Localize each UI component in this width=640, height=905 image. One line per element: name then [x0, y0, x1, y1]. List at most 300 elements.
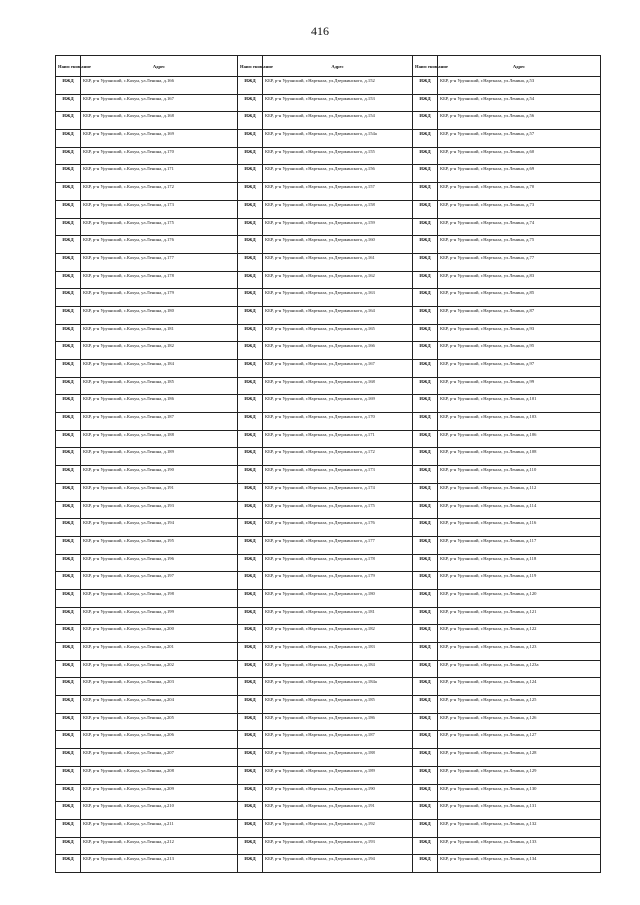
table-row — [56, 112, 601, 130]
building-type-cell-2: ИЖД — [238, 271, 263, 289]
page-number: 416 — [311, 24, 329, 38]
address-cell-2: КБР, р-н Уруанский, г.Нарткала, ул.Дзержинского, д.155 — [263, 147, 413, 165]
building-type-cell-2: ИЖД — [238, 572, 263, 590]
address-cell-2: КБР, р-н Уруанский, г.Нарткала, ул.Дзержинского, д.168 — [263, 377, 413, 395]
building-type-cell-2: ИЖД — [238, 501, 263, 519]
address-cell-1: КБР, р-н Уруанский, с.Кахун, ул.Ленина, д.188 — [81, 430, 238, 448]
table-row — [56, 94, 601, 112]
building-type-cell-3: ИЖД — [413, 519, 438, 537]
address-cell-3: КБР, р-н Уруанский, г.Нарткала, ул.Ленина, д.95 — [438, 342, 601, 360]
address-cell-2: КБР, р-н Уруанский, г.Нарткала, ул.Дзержинского, д.157 — [263, 183, 413, 201]
building-type-cell-3: ИЖД — [413, 536, 438, 554]
address-cell-2: КБР, р-н Уруанский, г.Нарткала, ул.Дзержинского, д.188 — [263, 749, 413, 767]
address-cell-2: КБР, р-н Уруанский, г.Нарткала, ул.Дзержинского, д.184а — [263, 678, 413, 696]
table-row — [56, 802, 601, 820]
building-type-cell-3: ИЖД — [413, 731, 438, 749]
address-cell-3: КБР, р-н Уруанский, г.Нарткала, ул.Ленина, д.69 — [438, 165, 601, 183]
table-row — [56, 306, 601, 324]
building-type-cell-1: ИЖД — [56, 837, 81, 855]
building-type-cell-3: ИЖД — [413, 554, 438, 572]
address-cell-1: КБР, р-н Уруанский, с.Кахун, ул.Ленина, д.179 — [81, 289, 238, 307]
address-cell-2: КБР, р-н Уруанский, г.Нарткала, ул.Дзержинского, д.171 — [263, 430, 413, 448]
building-type-cell-2: ИЖД — [238, 342, 263, 360]
building-type-cell-1: ИЖД — [56, 819, 81, 837]
address-cell-1: КБР, р-н Уруанский, с.Кахун, ул.Ленина, д.166 — [81, 77, 238, 95]
building-type-cell-2: ИЖД — [238, 625, 263, 643]
header-type-2: Наим енов ание — [238, 56, 263, 77]
address-cell-1: КБР, р-н Уруанский, с.Кахун, ул.Ленина, д.210 — [81, 802, 238, 820]
table-row — [56, 660, 601, 678]
address-cell-1: КБР, р-н Уруанский, с.Кахун, ул.Ленина, д.178 — [81, 271, 238, 289]
building-type-cell-3: ИЖД — [413, 306, 438, 324]
building-type-cell-1: ИЖД — [56, 289, 81, 307]
address-cell-2: КБР, р-н Уруанский, г.Нарткала, ул.Дзержинского, д.174 — [263, 483, 413, 501]
address-cell-3: КБР, р-н Уруанский, г.Нарткала, ул.Ленина, д.124 — [438, 678, 601, 696]
address-cell-3: КБР, р-н Уруанский, г.Нарткала, ул.Ленина, д.57 — [438, 130, 601, 148]
building-type-cell-2: ИЖД — [238, 200, 263, 218]
building-type-cell-1: ИЖД — [56, 554, 81, 572]
address-cell-3: КБР, р-н Уруанский, г.Нарткала, ул.Ленина, д.53 — [438, 77, 601, 95]
building-type-cell-3: ИЖД — [413, 802, 438, 820]
address-cell-3: КБР, р-н Уруанский, г.Нарткала, ул.Ленина, д.120 — [438, 589, 601, 607]
building-type-cell-3: ИЖД — [413, 784, 438, 802]
building-type-cell-3: ИЖД — [413, 253, 438, 271]
building-type-cell-1: ИЖД — [56, 448, 81, 466]
header-type-1: Наим енов ание — [56, 56, 81, 77]
table-row — [56, 572, 601, 590]
table-row — [56, 342, 601, 360]
address-cell-2: КБР, р-н Уруанский, г.Нарткала, ул.Дзержинского, д.177 — [263, 536, 413, 554]
building-type-cell-2: ИЖД — [238, 130, 263, 148]
building-type-cell-2: ИЖД — [238, 395, 263, 413]
building-type-cell-3: ИЖД — [413, 837, 438, 855]
address-cell-1: КБР, р-н Уруанский, с.Кахун, ул.Ленина, д.207 — [81, 749, 238, 767]
building-type-cell-2: ИЖД — [238, 819, 263, 837]
address-cell-2: КБР, р-н Уруанский, г.Нарткала, ул.Дзержинского, д.193 — [263, 837, 413, 855]
building-type-cell-1: ИЖД — [56, 236, 81, 254]
building-type-cell-3: ИЖД — [413, 236, 438, 254]
address-cell-1: КБР, р-н Уруанский, с.Кахун, ул.Ленина, д.190 — [81, 466, 238, 484]
address-cell-1: КБР, р-н Уруанский, с.Кахун, ул.Ленина, д.199 — [81, 607, 238, 625]
building-type-cell-3: ИЖД — [413, 271, 438, 289]
address-cell-1: КБР, р-н Уруанский, с.Кахун, ул.Ленина, д.213 — [81, 855, 238, 873]
building-type-cell-2: ИЖД — [238, 324, 263, 342]
address-cell-2: КБР, р-н Уруанский, г.Нарткала, ул.Дзержинского, д.191 — [263, 802, 413, 820]
address-cell-1: КБР, р-н Уруанский, с.Кахун, ул.Ленина, д.197 — [81, 572, 238, 590]
building-type-cell-1: ИЖД — [56, 94, 81, 112]
building-type-cell-3: ИЖД — [413, 501, 438, 519]
table-row — [56, 819, 601, 837]
building-type-cell-1: ИЖД — [56, 430, 81, 448]
building-type-cell-2: ИЖД — [238, 643, 263, 661]
header-address-3: Адрес — [438, 56, 601, 77]
address-cell-3: КБР, р-н Уруанский, г.Нарткала, ул.Ленина, д.101 — [438, 395, 601, 413]
table-row — [56, 77, 601, 95]
address-cell-1: КБР, р-н Уруанский, с.Кахун, ул.Ленина, д.182 — [81, 342, 238, 360]
building-type-cell-2: ИЖД — [238, 713, 263, 731]
address-cell-2: КБР, р-н Уруанский, г.Нарткала, ул.Дзержинского, д.182 — [263, 625, 413, 643]
table-row — [56, 696, 601, 714]
address-cell-1: КБР, р-н Уруанский, с.Кахун, ул.Ленина, д.206 — [81, 731, 238, 749]
table-row — [56, 855, 601, 873]
table-row — [56, 678, 601, 696]
table-row — [56, 483, 601, 501]
address-cell-2: КБР, р-н Уруанский, г.Нарткала, ул.Дзержинского, д.176 — [263, 519, 413, 537]
address-cell-2: КБР, р-н Уруанский, г.Нарткала, ул.Дзержинского, д.190 — [263, 784, 413, 802]
building-type-cell-1: ИЖД — [56, 607, 81, 625]
address-cell-1: КБР, р-н Уруанский, с.Кахун, ул.Ленина, д.189 — [81, 448, 238, 466]
address-cell-2: КБР, р-н Уруанский, г.Нарткала, ул.Дзержинского, д.154а — [263, 130, 413, 148]
building-type-cell-2: ИЖД — [238, 678, 263, 696]
address-cell-1: КБР, р-н Уруанский, с.Кахун, ул.Ленина, д.176 — [81, 236, 238, 254]
table-row — [56, 147, 601, 165]
address-cell-1: КБР, р-н Уруанский, с.Кахун, ул.Ленина, д.201 — [81, 643, 238, 661]
building-type-cell-2: ИЖД — [238, 289, 263, 307]
building-type-cell-1: ИЖД — [56, 713, 81, 731]
table-row — [56, 554, 601, 572]
address-cell-3: КБР, р-н Уруанский, г.Нарткала, ул.Ленина, д.60 — [438, 147, 601, 165]
address-cell-1: КБР, р-н Уруанский, с.Кахун, ул.Ленина, д.171 — [81, 165, 238, 183]
address-cell-3: КБР, р-н Уруанский, г.Нарткала, ул.Ленина, д.123а — [438, 660, 601, 678]
building-type-cell-2: ИЖД — [238, 77, 263, 95]
table-body — [56, 77, 601, 873]
address-cell-3: КБР, р-н Уруанский, г.Нарткала, ул.Ленина, д.54 — [438, 94, 601, 112]
building-type-cell-2: ИЖД — [238, 236, 263, 254]
building-type-cell-1: ИЖД — [56, 466, 81, 484]
building-type-cell-3: ИЖД — [413, 360, 438, 378]
building-type-cell-1: ИЖД — [56, 77, 81, 95]
table-row — [56, 589, 601, 607]
table-row — [56, 749, 601, 767]
table-row — [56, 784, 601, 802]
building-type-cell-1: ИЖД — [56, 855, 81, 873]
building-type-cell-2: ИЖД — [238, 306, 263, 324]
table-row — [56, 607, 601, 625]
address-cell-1: КБР, р-н Уруанский, с.Кахун, ул.Ленина, д.200 — [81, 625, 238, 643]
building-type-cell-3: ИЖД — [413, 130, 438, 148]
building-type-cell-1: ИЖД — [56, 253, 81, 271]
address-cell-3: КБР, р-н Уруанский, г.Нарткала, ул.Ленина, д.93 — [438, 324, 601, 342]
address-cell-1: КБР, р-н Уруанский, с.Кахун, ул.Ленина, д.170 — [81, 147, 238, 165]
building-type-cell-3: ИЖД — [413, 625, 438, 643]
address-cell-2: КБР, р-н Уруанский, г.Нарткала, ул.Дзержинского, д.194 — [263, 855, 413, 873]
address-cell-3: КБР, р-н Уруанский, г.Нарткала, ул.Ленина, д.75 — [438, 236, 601, 254]
building-type-cell-3: ИЖД — [413, 766, 438, 784]
table-row — [56, 324, 601, 342]
building-type-cell-3: ИЖД — [413, 643, 438, 661]
building-type-cell-2: ИЖД — [238, 360, 263, 378]
table-row — [56, 519, 601, 537]
table-row — [56, 165, 601, 183]
building-type-cell-2: ИЖД — [238, 377, 263, 395]
table-row — [56, 395, 601, 413]
address-cell-1: КБР, р-н Уруанский, с.Кахун, ул.Ленина, д.186 — [81, 395, 238, 413]
building-type-cell-1: ИЖД — [56, 749, 81, 767]
address-cell-3: КБР, р-н Уруанский, г.Нарткала, ул.Ленина, д.133 — [438, 837, 601, 855]
building-type-cell-2: ИЖД — [238, 855, 263, 873]
building-type-cell-3: ИЖД — [413, 165, 438, 183]
address-cell-1: КБР, р-н Уруанский, с.Кахун, ул.Ленина, д.181 — [81, 324, 238, 342]
table-row — [56, 466, 601, 484]
building-type-cell-1: ИЖД — [56, 572, 81, 590]
address-cell-3: КБР, р-н Уруанский, г.Нарткала, ул.Ленина, д.87 — [438, 306, 601, 324]
building-type-cell-2: ИЖД — [238, 466, 263, 484]
building-type-cell-2: ИЖД — [238, 183, 263, 201]
address-cell-3: КБР, р-н Уруанский, г.Нарткала, ул.Ленина, д.127 — [438, 731, 601, 749]
building-type-cell-1: ИЖД — [56, 271, 81, 289]
building-type-cell-3: ИЖД — [413, 466, 438, 484]
table-row — [56, 360, 601, 378]
building-type-cell-3: ИЖД — [413, 77, 438, 95]
address-cell-1: КБР, р-н Уруанский, с.Кахун, ул.Ленина, д.196 — [81, 554, 238, 572]
address-cell-2: КБР, р-н Уруанский, г.Нарткала, ул.Дзержинского, д.161 — [263, 253, 413, 271]
building-type-cell-2: ИЖД — [238, 731, 263, 749]
building-type-cell-2: ИЖД — [238, 749, 263, 767]
address-cell-3: КБР, р-н Уруанский, г.Нарткала, ул.Ленина, д.97 — [438, 360, 601, 378]
building-type-cell-1: ИЖД — [56, 519, 81, 537]
table-row — [56, 271, 601, 289]
address-cell-2: КБР, р-н Уруанский, г.Нарткала, ул.Дзержинского, д.152 — [263, 77, 413, 95]
building-type-cell-1: ИЖД — [56, 342, 81, 360]
address-cell-2: КБР, р-н Уруанский, г.Нарткала, ул.Дзержинского, д.156 — [263, 165, 413, 183]
building-type-cell-2: ИЖД — [238, 483, 263, 501]
address-cell-1: КБР, р-н Уруанский, с.Кахун, ул.Ленина, д.204 — [81, 696, 238, 714]
building-type-cell-2: ИЖД — [238, 536, 263, 554]
address-cell-3: КБР, р-н Уруанский, г.Нарткала, ул.Ленина, д.114 — [438, 501, 601, 519]
address-cell-3: КБР, р-н Уруанский, г.Нарткала, ул.Ленина, д.77 — [438, 253, 601, 271]
address-cell-2: КБР, р-н Уруанский, г.Нарткала, ул.Дзержинского, д.154 — [263, 112, 413, 130]
address-cell-3: КБР, р-н Уруанский, г.Нарткала, ул.Ленина, д.131 — [438, 802, 601, 820]
address-cell-1: КБР, р-н Уруанский, с.Кахун, ул.Ленина, д.168 — [81, 112, 238, 130]
building-type-cell-2: ИЖД — [238, 165, 263, 183]
address-cell-1: КБР, р-н Уруанский, с.Кахун, ул.Ленина, д.184 — [81, 360, 238, 378]
building-type-cell-3: ИЖД — [413, 395, 438, 413]
address-cell-1: КБР, р-н Уруанский, с.Кахун, ул.Ленина, д.177 — [81, 253, 238, 271]
address-cell-2: КБР, р-н Уруанский, г.Нарткала, ул.Дзержинского, д.153 — [263, 94, 413, 112]
address-cell-3: КБР, р-н Уруанский, г.Нарткала, ул.Ленина, д.85 — [438, 289, 601, 307]
building-type-cell-3: ИЖД — [413, 448, 438, 466]
address-cell-1: КБР, р-н Уруанский, с.Кахун, ул.Ленина, д.208 — [81, 766, 238, 784]
address-cell-2: КБР, р-н Уруанский, г.Нарткала, ул.Дзержинского, д.179 — [263, 572, 413, 590]
address-cell-1: КБР, р-н Уруанский, с.Кахун, ул.Ленина, д.198 — [81, 589, 238, 607]
table-row — [56, 183, 601, 201]
building-type-cell-2: ИЖД — [238, 147, 263, 165]
building-type-cell-3: ИЖД — [413, 696, 438, 714]
building-type-cell-1: ИЖД — [56, 200, 81, 218]
address-cell-1: КБР, р-н Уруанский, с.Кахун, ул.Ленина, д.172 — [81, 183, 238, 201]
building-type-cell-3: ИЖД — [413, 572, 438, 590]
address-cell-1: КБР, р-н Уруанский, с.Кахун, ул.Ленина, д.185 — [81, 377, 238, 395]
building-type-cell-2: ИЖД — [238, 253, 263, 271]
building-type-cell-1: ИЖД — [56, 395, 81, 413]
address-cell-3: КБР, р-н Уруанский, г.Нарткала, ул.Ленина, д.112 — [438, 483, 601, 501]
table-header — [56, 56, 601, 77]
table-row — [56, 766, 601, 784]
building-type-cell-3: ИЖД — [413, 589, 438, 607]
building-type-cell-1: ИЖД — [56, 112, 81, 130]
building-type-cell-2: ИЖД — [238, 589, 263, 607]
address-cell-1: КБР, р-н Уруанский, с.Кахун, ул.Ленина, д.167 — [81, 94, 238, 112]
building-type-cell-3: ИЖД — [413, 200, 438, 218]
address-cell-1: КБР, р-н Уруанский, с.Кахун, ул.Ленина, д.187 — [81, 413, 238, 431]
address-cell-3: КБР, р-н Уруанский, г.Нарткала, ул.Ленина, д.56 — [438, 112, 601, 130]
address-cell-3: КБР, р-н Уруанский, г.Нарткала, ул.Ленина, д.125 — [438, 696, 601, 714]
building-type-cell-3: ИЖД — [413, 342, 438, 360]
building-type-cell-1: ИЖД — [56, 731, 81, 749]
address-cell-1: КБР, р-н Уруанский, с.Кахун, ул.Ленина, д.193 — [81, 501, 238, 519]
address-cell-3: КБР, р-н Уруанский, г.Нарткала, ул.Ленина, д.83 — [438, 271, 601, 289]
building-type-cell-1: ИЖД — [56, 625, 81, 643]
address-cell-2: КБР, р-н Уруанский, г.Нарткала, ул.Дзержинского, д.158 — [263, 200, 413, 218]
header-type-3: Наим енов ание — [413, 56, 438, 77]
table-row — [56, 731, 601, 749]
building-type-cell-2: ИЖД — [238, 660, 263, 678]
address-cell-3: КБР, р-н Уруанский, г.Нарткала, ул.Ленина, д.116 — [438, 519, 601, 537]
address-cell-3: КБР, р-н Уруанский, г.Нарткала, ул.Ленина, д.118 — [438, 554, 601, 572]
address-cell-2: КБР, р-н Уруанский, г.Нарткала, ул.Дзержинского, д.167 — [263, 360, 413, 378]
header-address-2: Адрес — [263, 56, 413, 77]
address-cell-1: КБР, р-н Уруанский, с.Кахун, ул.Ленина, д.195 — [81, 536, 238, 554]
address-cell-2: КБР, р-н Уруанский, г.Нарткала, ул.Дзержинского, д.187 — [263, 731, 413, 749]
address-cell-3: КБР, р-н Уруанский, г.Нарткала, ул.Ленина, д.121 — [438, 607, 601, 625]
building-type-cell-2: ИЖД — [238, 448, 263, 466]
building-type-cell-1: ИЖД — [56, 413, 81, 431]
address-cell-2: КБР, р-н Уруанский, г.Нарткала, ул.Дзержинского, д.192 — [263, 819, 413, 837]
building-type-cell-2: ИЖД — [238, 413, 263, 431]
address-cell-2: КБР, р-н Уруанский, г.Нарткала, ул.Дзержинского, д.181 — [263, 607, 413, 625]
building-type-cell-3: ИЖД — [413, 324, 438, 342]
building-type-cell-2: ИЖД — [238, 519, 263, 537]
building-type-cell-1: ИЖД — [56, 696, 81, 714]
building-type-cell-3: ИЖД — [413, 430, 438, 448]
address-cell-1: КБР, р-н Уруанский, с.Кахун, ул.Ленина, д.194 — [81, 519, 238, 537]
address-cell-3: КБР, р-н Уруанский, г.Нарткала, ул.Ленина, д.123 — [438, 643, 601, 661]
building-type-cell-1: ИЖД — [56, 766, 81, 784]
table-row — [56, 625, 601, 643]
address-cell-2: КБР, р-н Уруанский, г.Нарткала, ул.Дзержинского, д.183 — [263, 643, 413, 661]
address-cell-3: КБР, р-н Уруанский, г.Нарткала, ул.Ленина, д.129 — [438, 766, 601, 784]
building-type-cell-1: ИЖД — [56, 483, 81, 501]
building-type-cell-3: ИЖД — [413, 183, 438, 201]
address-cell-1: КБР, р-н Уруанский, с.Кахун, ул.Ленина, д.203 — [81, 678, 238, 696]
address-cell-2: КБР, р-н Уруанский, г.Нарткала, ул.Дзержинского, д.189 — [263, 766, 413, 784]
building-type-cell-1: ИЖД — [56, 377, 81, 395]
table-row — [56, 837, 601, 855]
address-cell-2: КБР, р-н Уруанский, г.Нарткала, ул.Дзержинского, д.186 — [263, 713, 413, 731]
address-cell-3: КБР, р-н Уруанский, г.Нарткала, ул.Ленина, д.130 — [438, 784, 601, 802]
address-cell-3: КБР, р-н Уруанский, г.Нарткала, ул.Ленина, д.132 — [438, 819, 601, 837]
building-type-cell-2: ИЖД — [238, 766, 263, 784]
address-cell-2: КБР, р-н Уруанский, г.Нарткала, ул.Дзержинского, д.166 — [263, 342, 413, 360]
building-type-cell-1: ИЖД — [56, 183, 81, 201]
building-type-cell-3: ИЖД — [413, 713, 438, 731]
building-type-cell-1: ИЖД — [56, 536, 81, 554]
address-cell-3: КБР, р-н Уруанский, г.Нарткала, ул.Ленина, д.128 — [438, 749, 601, 767]
building-type-cell-3: ИЖД — [413, 377, 438, 395]
building-type-cell-2: ИЖД — [238, 430, 263, 448]
address-cell-3: КБР, р-н Уруанский, г.Нарткала, ул.Ленина, д.70 — [438, 183, 601, 201]
building-type-cell-2: ИЖД — [238, 607, 263, 625]
building-type-cell-3: ИЖД — [413, 819, 438, 837]
building-type-cell-3: ИЖД — [413, 678, 438, 696]
building-type-cell-1: ИЖД — [56, 165, 81, 183]
building-type-cell-3: ИЖД — [413, 218, 438, 236]
address-cell-1: КБР, р-н Уруанский, с.Кахун, ул.Ленина, д.191 — [81, 483, 238, 501]
address-cell-2: КБР, р-н Уруанский, г.Нарткала, ул.Дзержинского, д.170 — [263, 413, 413, 431]
address-cell-2: КБР, р-н Уруанский, г.Нарткала, ул.Дзержинского, д.163 — [263, 289, 413, 307]
building-type-cell-1: ИЖД — [56, 360, 81, 378]
building-type-cell-2: ИЖД — [238, 837, 263, 855]
table-row — [56, 536, 601, 554]
building-type-cell-3: ИЖД — [413, 607, 438, 625]
address-cell-1: КБР, р-н Уруанский, с.Кахун, ул.Ленина, д.175 — [81, 218, 238, 236]
building-type-cell-3: ИЖД — [413, 483, 438, 501]
building-type-cell-3: ИЖД — [413, 94, 438, 112]
header-address-1: Адрес — [81, 56, 238, 77]
table-row — [56, 377, 601, 395]
address-cell-2: КБР, р-н Уруанский, г.Нарткала, ул.Дзержинского, д.169 — [263, 395, 413, 413]
address-cell-2: КБР, р-н Уруанский, г.Нарткала, ул.Дзержинского, д.180 — [263, 589, 413, 607]
address-cell-2: КБР, р-н Уруанский, г.Нарткала, ул.Дзержинского, д.164 — [263, 306, 413, 324]
address-cell-1: КБР, р-н Уруанский, с.Кахун, ул.Ленина, д.212 — [81, 837, 238, 855]
building-type-cell-3: ИЖД — [413, 749, 438, 767]
address-cell-3: КБР, р-н Уруанский, г.Нарткала, ул.Ленина, д.103 — [438, 413, 601, 431]
building-type-cell-1: ИЖД — [56, 643, 81, 661]
table-row — [56, 501, 601, 519]
building-type-cell-1: ИЖД — [56, 218, 81, 236]
address-cell-2: КБР, р-н Уруанский, г.Нарткала, ул.Дзержинского, д.160 — [263, 236, 413, 254]
building-type-cell-3: ИЖД — [413, 413, 438, 431]
building-type-cell-3: ИЖД — [413, 289, 438, 307]
table-row — [56, 200, 601, 218]
address-cell-1: КБР, р-н Уруанский, с.Кахун, ул.Ленина, д.202 — [81, 660, 238, 678]
table-row — [56, 130, 601, 148]
address-cell-3: КБР, р-н Уруанский, г.Нарткала, ул.Ленина, д.126 — [438, 713, 601, 731]
building-type-cell-3: ИЖД — [413, 147, 438, 165]
address-cell-2: КБР, р-н Уруанский, г.Нарткала, ул.Дзержинского, д.185 — [263, 696, 413, 714]
building-type-cell-1: ИЖД — [56, 660, 81, 678]
address-cell-3: КБР, р-н Уруанский, г.Нарткала, ул.Ленина, д.117 — [438, 536, 601, 554]
building-type-cell-3: ИЖД — [413, 660, 438, 678]
address-cell-1: КБР, р-н Уруанский, с.Кахун, ул.Ленина, д.209 — [81, 784, 238, 802]
building-type-cell-1: ИЖД — [56, 802, 81, 820]
address-cell-2: КБР, р-н Уруанский, г.Нарткала, ул.Дзержинского, д.172 — [263, 448, 413, 466]
address-cell-2: КБР, р-н Уруанский, г.Нарткала, ул.Дзержинского, д.165 — [263, 324, 413, 342]
building-type-cell-2: ИЖД — [238, 696, 263, 714]
address-cell-2: КБР, р-н Уруанский, г.Нарткала, ул.Дзержинского, д.175 — [263, 501, 413, 519]
building-type-cell-1: ИЖД — [56, 324, 81, 342]
table-row — [56, 236, 601, 254]
building-type-cell-3: ИЖД — [413, 855, 438, 873]
address-cell-3: КБР, р-н Уруанский, г.Нарткала, ул.Ленина, д.110 — [438, 466, 601, 484]
building-type-cell-2: ИЖД — [238, 784, 263, 802]
building-type-cell-3: ИЖД — [413, 112, 438, 130]
building-type-cell-2: ИЖД — [238, 218, 263, 236]
address-cell-3: КБР, р-н Уруанский, г.Нарткала, ул.Ленина, д.74 — [438, 218, 601, 236]
address-cell-3: КБР, р-н Уруанский, г.Нарткала, ул.Ленина, д.73 — [438, 200, 601, 218]
address-register-table — [55, 55, 601, 873]
address-cell-2: КБР, р-н Уруанский, г.Нарткала, ул.Дзержинского, д.173 — [263, 466, 413, 484]
table-row — [56, 218, 601, 236]
address-cell-2: КБР, р-н Уруанский, г.Нарткала, ул.Дзержинского, д.162 — [263, 271, 413, 289]
building-type-cell-2: ИЖД — [238, 554, 263, 572]
table-row — [56, 643, 601, 661]
table-row — [56, 253, 601, 271]
address-cell-1: КБР, р-н Уруанский, с.Кахун, ул.Ленина, д.169 — [81, 130, 238, 148]
address-cell-1: КБР, р-н Уруанский, с.Кахун, ул.Ленина, д.211 — [81, 819, 238, 837]
building-type-cell-2: ИЖД — [238, 94, 263, 112]
building-type-cell-1: ИЖД — [56, 306, 81, 324]
